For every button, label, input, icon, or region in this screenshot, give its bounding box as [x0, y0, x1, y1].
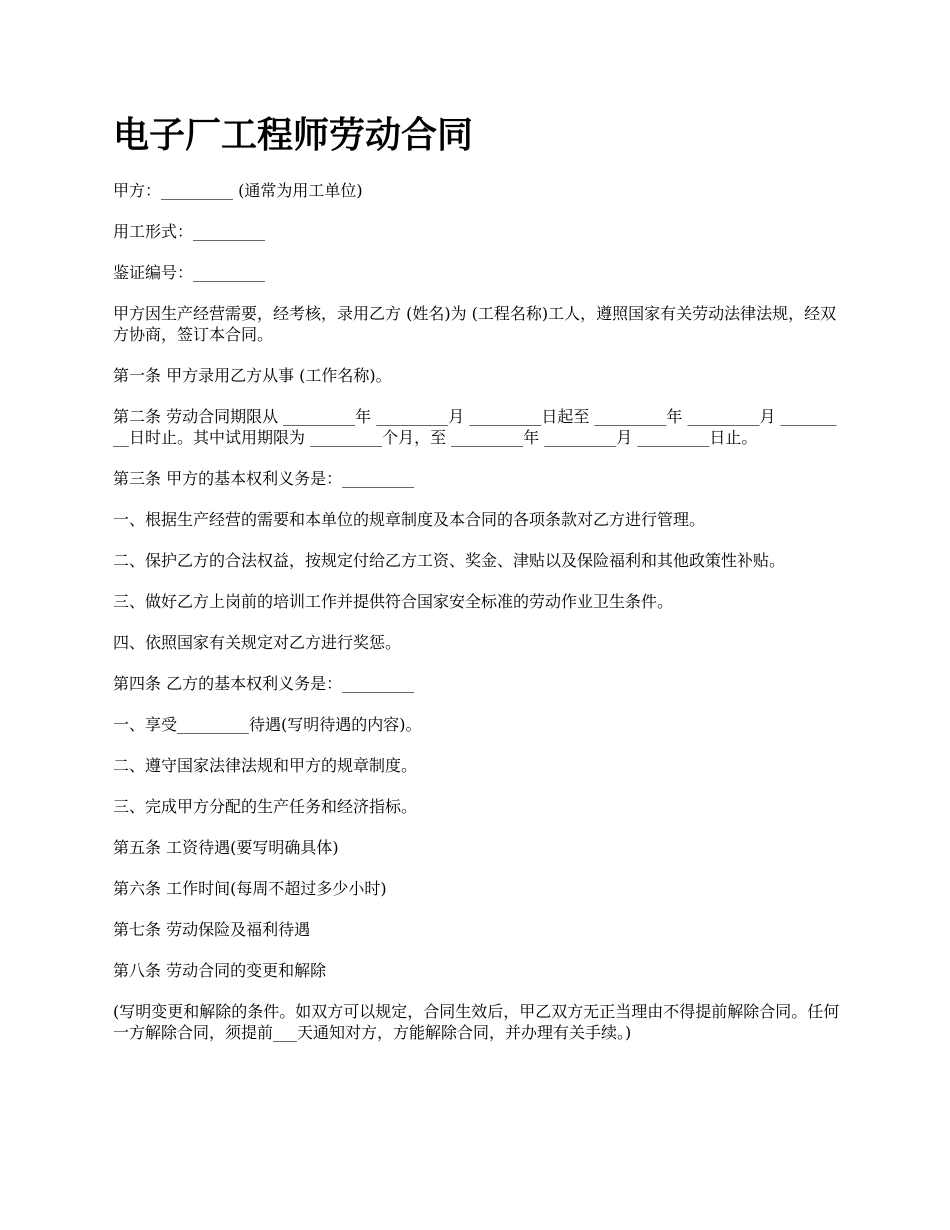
article-3-item-2: 二、保护乙方的合法权益，按规定付给乙方工资、奖金、津贴以及保险福利和其他政策性补贴。 — [113, 551, 786, 570]
article-8: 第八条 劳动合同的变更和解除 — [113, 961, 327, 980]
article-3: 第三条 甲方的基本权利义务是：_________ — [113, 469, 415, 488]
article-3-item-4: 四、依照国家有关规定对乙方进行奖惩。 — [113, 633, 402, 652]
article-4: 第四条 乙方的基本权利义务是：_________ — [113, 674, 415, 693]
document-title: 电子厂工程师劳动合同 — [113, 115, 474, 156]
party-a-line: 甲方：_________ (通常为用工单位) — [113, 181, 363, 200]
employment-form-line: 用工形式：_________ — [113, 222, 266, 241]
verification-number-line: 鉴证编号：_________ — [113, 263, 266, 282]
article-3-item-1: 一、根据生产经营的需要和本单位的规章制度及本合同的各项条款对乙方进行管理。 — [113, 510, 706, 529]
article-4-item-2: 二、遵守国家法律法规和甲方的规章制度。 — [113, 756, 418, 775]
article-6: 第六条 工作时间(每周不超过多少小时) — [113, 879, 387, 898]
article-3-item-3: 三、做好乙方上岗前的培训工作并提供符合国家安全标准的劳动作业卫生条件。 — [113, 592, 674, 611]
document-page — [113, 112, 841, 1063]
article-1: 第一条 甲方录用乙方从事 (工作名称)。 — [113, 366, 392, 385]
article-4-item-1: 一、享受_________待遇(写明待遇的内容)。 — [113, 715, 422, 734]
article-4-item-3: 三、完成甲方分配的生产任务和经济指标。 — [113, 797, 418, 816]
article-7: 第七条 劳动保险及福利待遇 — [113, 920, 311, 939]
article-8-note: (写明变更和解除的条件。如双方可以规定，合同生效后，甲乙双方无正当理由不得提前解除合同。任何一方解除合同，须提前___天通知对方，方能解除合同，并办理有关手续。) — [113, 1002, 840, 1042]
article-2: 第二条 劳动合同期限从 _________年 _________月 _________日起至 _________年 _________月 _________日时止。其中试用期限为 _________个月，至 _________年 _________月 _________日止。 — [113, 407, 837, 447]
article-5: 第五条 工资待遇(要写明确具体) — [113, 838, 339, 857]
preamble-paragraph: 甲方因生产经营需要，经考核，录用乙方 (姓名)为 (工程名称)工人，遵照国家有关劳动法律法规，经双方协商，签订本合同。 — [113, 304, 837, 344]
